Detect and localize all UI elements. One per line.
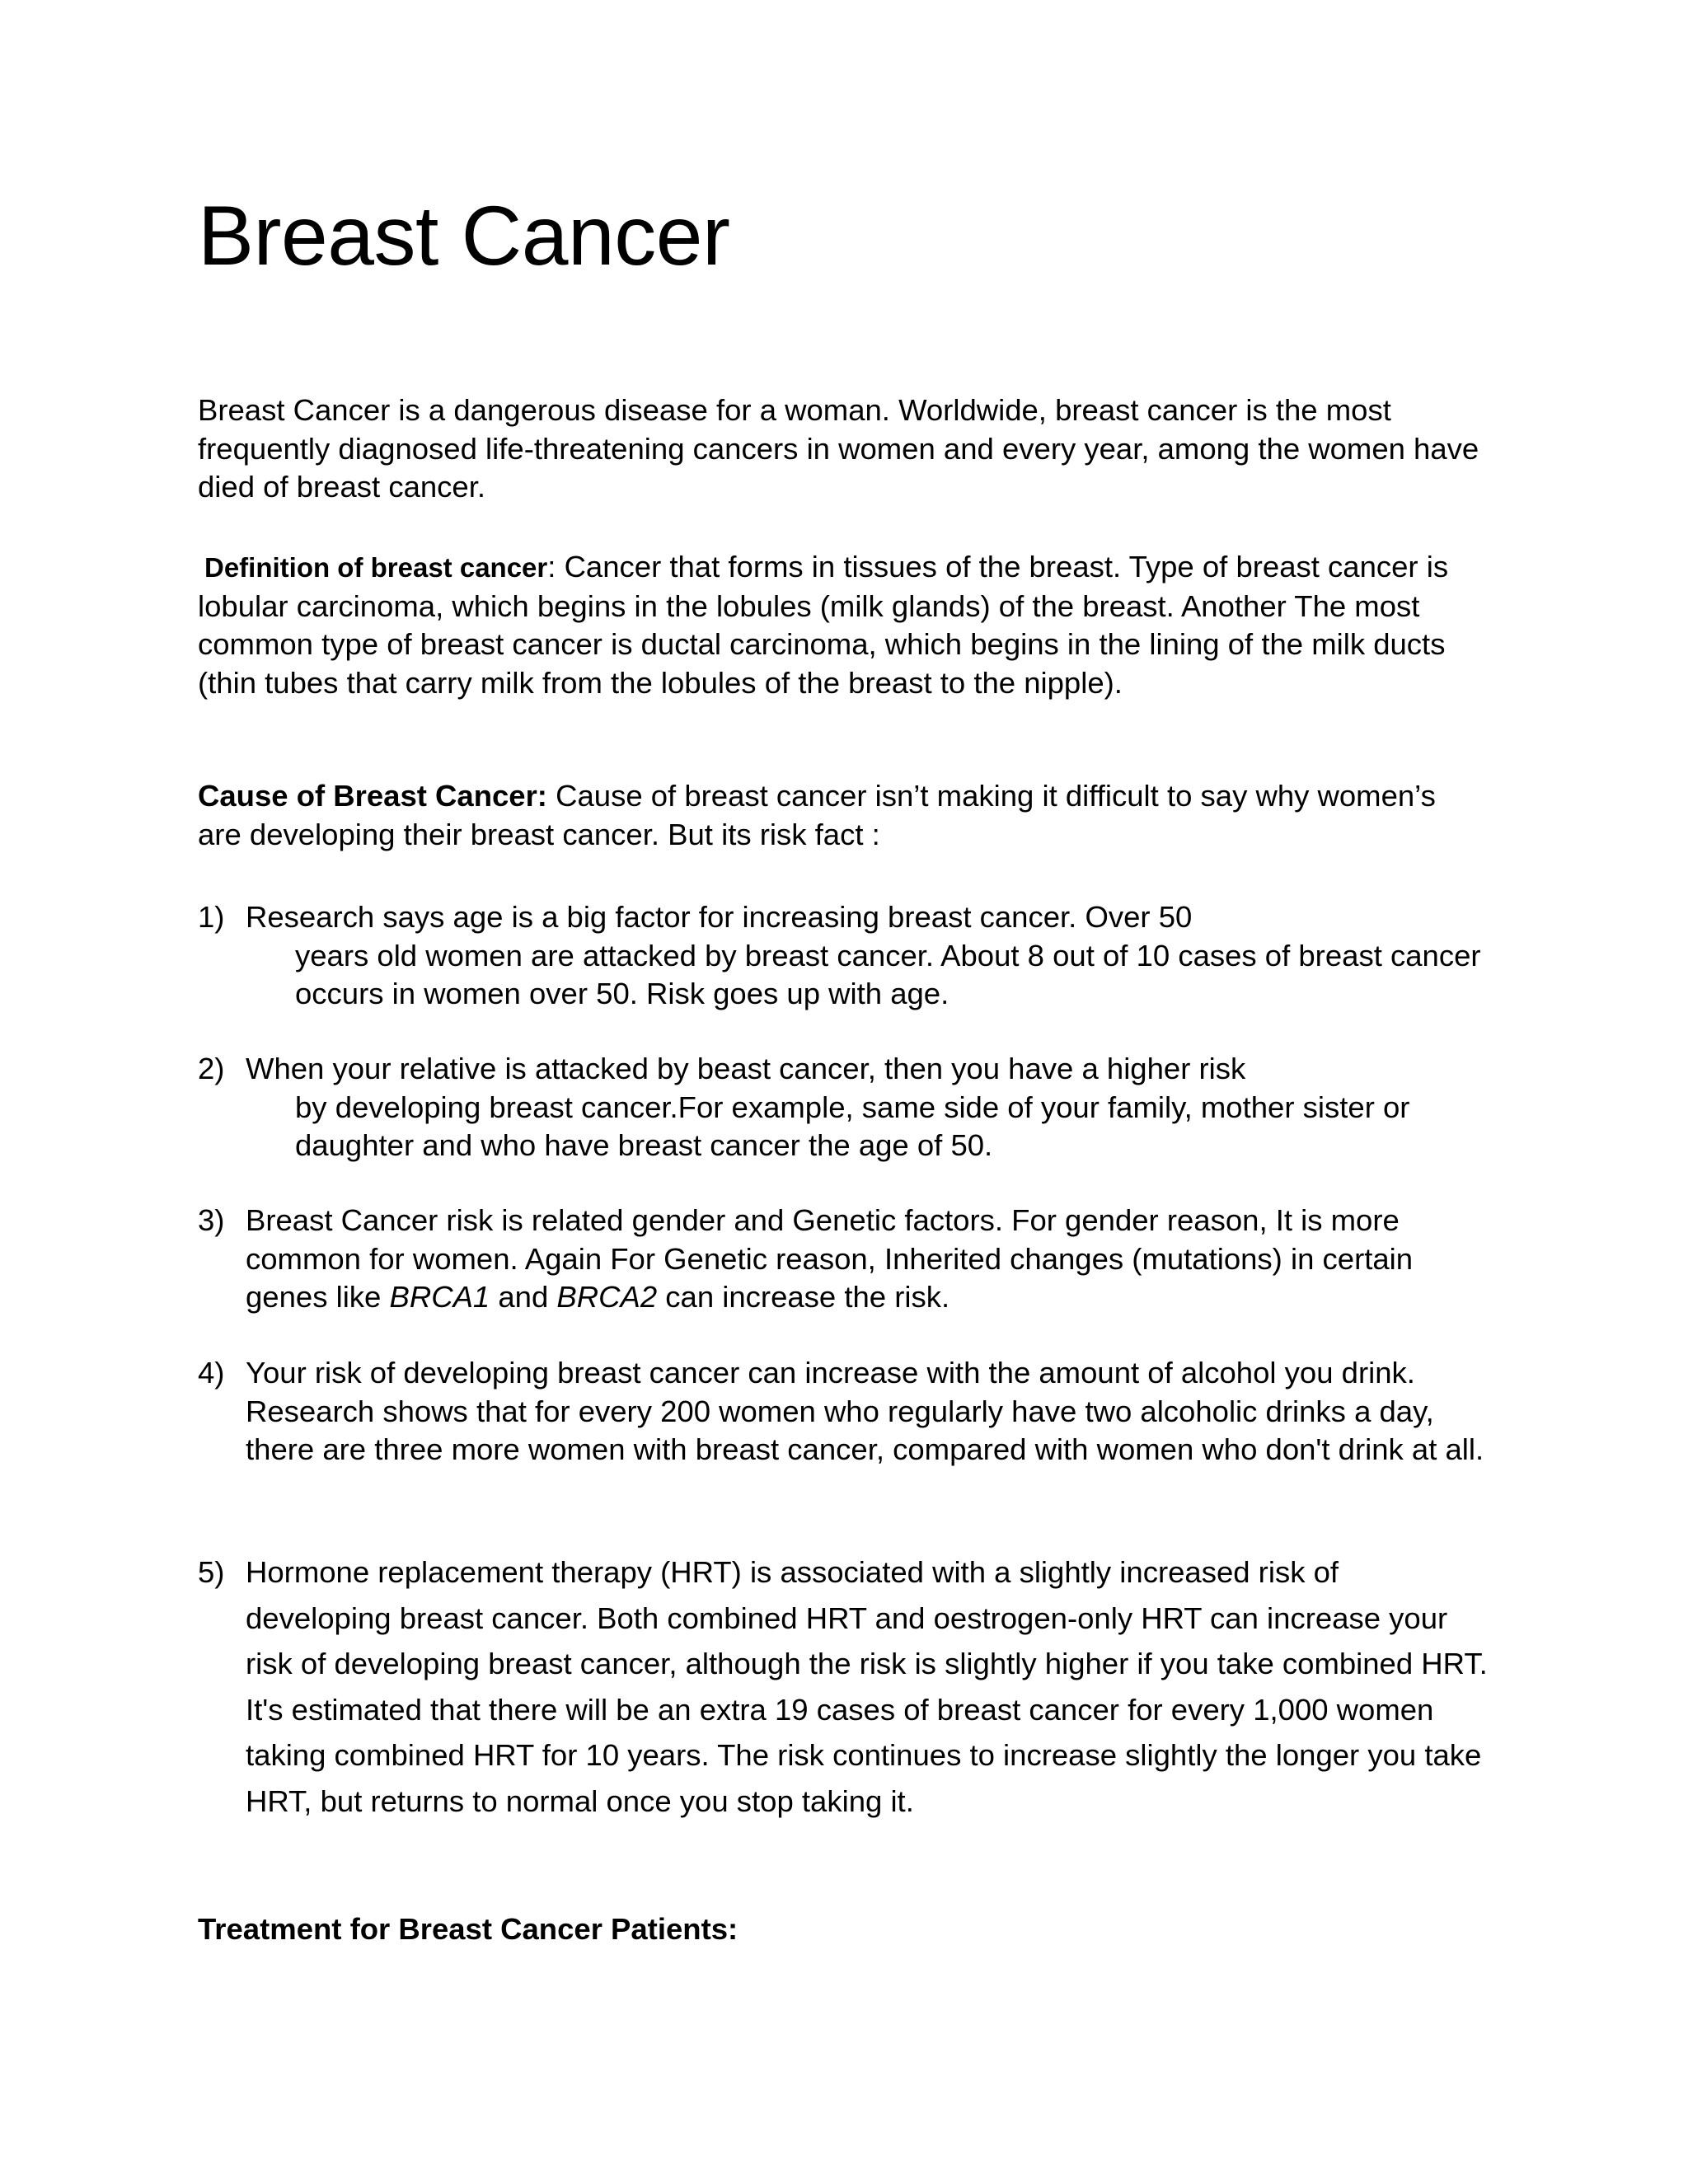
risk-factor-item [198, 1354, 1492, 1469]
gene-brca1: BRCA1 [389, 1280, 490, 1314]
intro-paragraph: Breast Cancer is a dangerous disease for a woman. Worldwide, breast cancer is the most frequently diagnosed life-threatening cancers in women and every year, among the women have died of breast cancer. [198, 393, 1479, 504]
risk-factor-text [246, 1202, 1492, 1317]
treatment-heading: Treatment for Breast Cancer Patients: [198, 1912, 738, 1946]
list-number: 5) [198, 1555, 225, 1589]
definition-colon: : [547, 550, 556, 583]
risk-factor-text-before: Breast Cancer risk is related gender and Genetic factors. For gender reason, It is more common for women. Again For Genetic reason, Inherited changes (mutations) in certain genes like [246, 1203, 1414, 1314]
gene-brca2: BRCA2 [556, 1280, 658, 1314]
list-number: 3) [198, 1203, 225, 1237]
definition-label: Definition of breast cancer [204, 552, 548, 583]
risk-factor-first-line: When your relative is attacked by beast cancer, then you have a higher risk [246, 1052, 1246, 1085]
definition-paragraph [198, 548, 1484, 702]
risk-factor-item [198, 1050, 1492, 1165]
risk-factor-text-2: It's estimated that there will be an extra 19 cases of breast cancer for every 1,000 women taking combined HRT for 10 years. The risk continues to increase slightly the longer you take HRT, but returns to normal once you stop taking it. [246, 1692, 1482, 1818]
risk-factor-text-middle: and [490, 1280, 557, 1314]
cause-text: Cause of breast cancer isn’t making it difficult to say why women’s are developing their breast cancer. But its risk fact : [198, 779, 1436, 851]
list-number: 1) [198, 900, 225, 934]
risk-factor-first-line: Research says age is a big factor for increasing breast cancer. Over 50 [246, 900, 1193, 934]
risk-factor-text-after: can increase the risk. [657, 1280, 950, 1314]
list-number: 2) [198, 1052, 225, 1085]
risk-factor-continuation: years old women are attacked by breast cancer. About 8 out of 10 cases of breast cancer occurs in women over 50. Risk goes up with age. [295, 938, 1481, 1010]
document-title: Breast Cancer [198, 189, 730, 283]
risk-factor-item [198, 898, 1492, 1014]
risk-factor-item [198, 1549, 1492, 1824]
risk-factor-text: Hormone replacement therapy (HRT) is associated with a slightly increased risk of developing breast cancer. Both combined HRT and oestrogen-only HRT can increase your risk of developing breast cancer, although the risk is slightly higher if you take combined HRT. [246, 1555, 1488, 1680]
risk-factor-text: Your risk of developing breast cancer can increase with the amount of alcohol you drink. Research shows that for every 200 women who regularly have two alcoholic drinks a day, there are three more women with breast cancer, compared with women who don't drink at all. [246, 1356, 1484, 1466]
risk-factor-continuation: by developing breast cancer.For example, same side of your family, mother sister or daughter and who have breast cancer the age of 50. [295, 1090, 1410, 1162]
list-number: 4) [198, 1356, 225, 1390]
cause-label: Cause of Breast Cancer: [198, 779, 547, 813]
definition-text: Cancer that forms in tissues of the breast. Type of breast cancer is lobular carcinoma, which begins in the lobules (milk glands) of the breast. Another The most common type of breast cancer is ductal carcinoma, which begins in the lining of the milk ducts (thin tubes that carry milk from the lobules of the breast to the nipple). [198, 550, 1449, 700]
risk-factor-item [198, 1202, 1492, 1317]
cause-paragraph [198, 777, 1484, 854]
